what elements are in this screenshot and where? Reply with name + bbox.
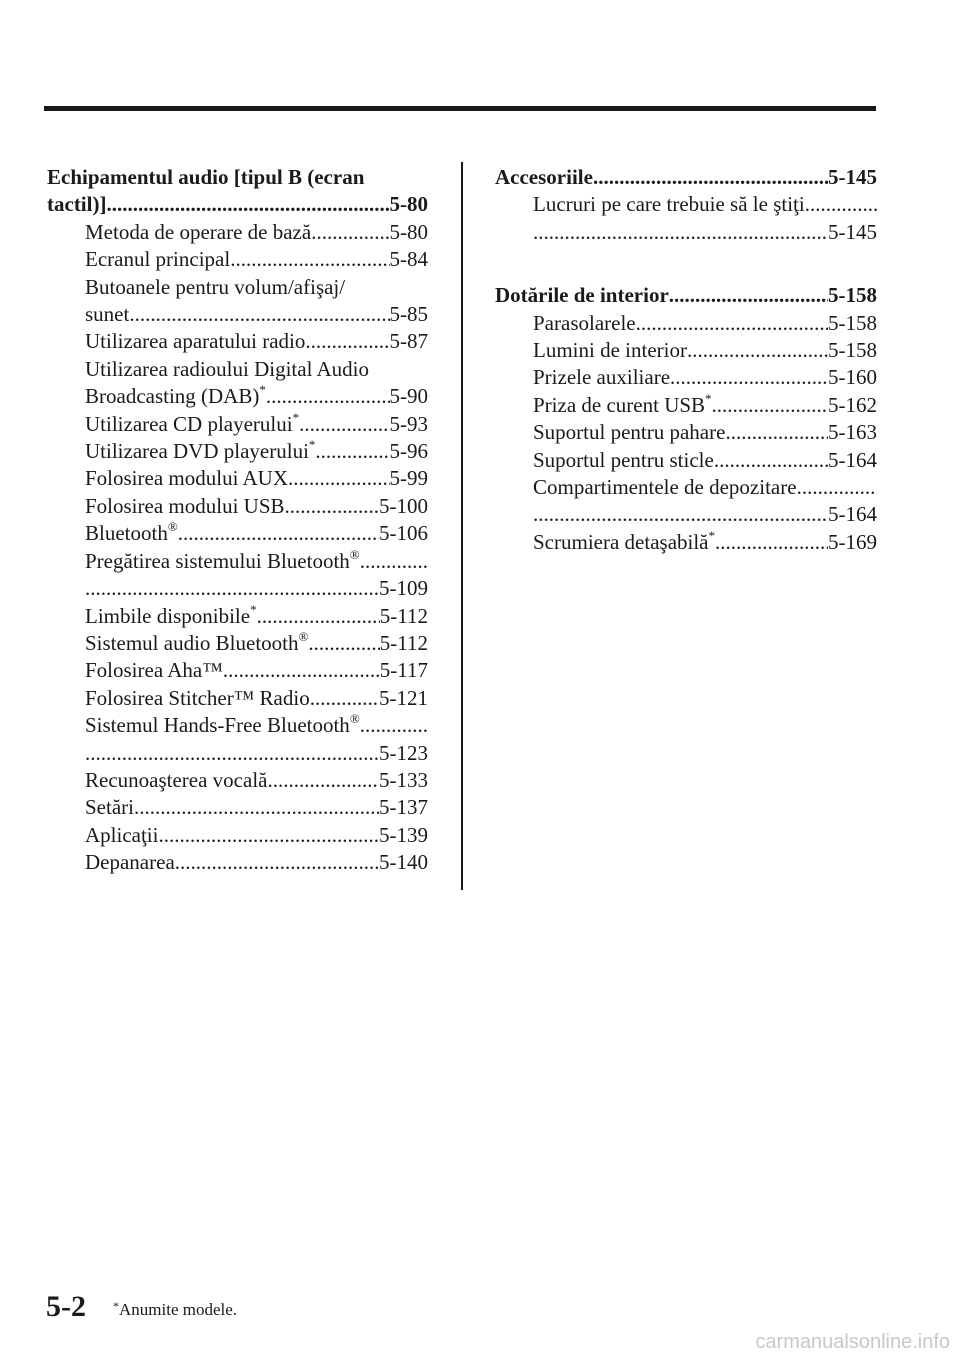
toc-section-accessories[interactable]: [495, 164, 877, 191]
toc-entry[interactable]: [495, 191, 877, 246]
dot-leader: [715, 529, 828, 556]
toc-entry[interactable]: [47, 794, 428, 821]
toc-entry[interactable]: [495, 337, 877, 364]
toc-entry[interactable]: [47, 219, 428, 246]
entry-label: Scrumiera detaşabilă: [533, 529, 709, 554]
dot-leader: [360, 712, 428, 739]
dot-leader: [725, 419, 828, 446]
entry-page: 5-140: [379, 850, 428, 875]
entry-page: 5-87: [389, 329, 428, 354]
dot-leader: [175, 849, 379, 876]
section-title-line: Echipamentul audio [tipul B (ecran: [47, 165, 365, 189]
entry-page: 5-80: [389, 219, 428, 244]
dot-leader: [308, 630, 379, 657]
toc-entry[interactable]: [47, 657, 428, 684]
entry-label: Suportul pentru pahare: [533, 420, 726, 445]
left-column: [47, 164, 428, 877]
dot-leader: [129, 301, 389, 328]
entry-page: 5-158: [828, 338, 877, 363]
entry-label: Sistemul audio Bluetooth: [85, 630, 299, 655]
registered-mark: ®: [298, 629, 309, 644]
entry-page: 5-137: [379, 795, 428, 820]
entry-page: 5-169: [828, 529, 877, 554]
entry-page: 5-164: [828, 502, 877, 527]
entry-label: Broadcasting (DAB): [85, 384, 260, 409]
entry-label: Prizele auxiliare: [533, 365, 671, 390]
entry-label: Ecranul principal: [85, 247, 231, 272]
entry-label: Depanarea: [85, 850, 175, 875]
entry-label: Parasolarele: [533, 310, 636, 335]
entry-label: Lumini de interior: [533, 338, 687, 363]
registered-mark: ®: [167, 520, 178, 535]
entry-label: Utilizarea CD playerului: [85, 411, 293, 436]
dot-leader: [158, 822, 379, 849]
dot-leader: [266, 383, 390, 410]
section-title: Dotările de interior: [495, 283, 669, 308]
entry-label: Compartimentele de depozitare: [533, 475, 797, 500]
dot-leader: [230, 246, 389, 273]
dot-leader: [533, 219, 828, 246]
entry-page: 5-145: [828, 219, 877, 244]
entry-page: 5-90: [389, 384, 428, 409]
toc-entry[interactable]: [47, 411, 428, 438]
entry-label: sunet: [85, 302, 130, 327]
toc-entry[interactable]: [47, 849, 428, 876]
toc-entry[interactable]: [47, 274, 428, 329]
entry-label: Suportul pentru sticle: [533, 447, 714, 472]
dot-leader: [797, 474, 877, 501]
toc-entry[interactable]: [47, 630, 428, 657]
entry-page: 5-84: [389, 247, 428, 272]
top-rule: [44, 106, 876, 111]
entry-page: 5-121: [379, 685, 428, 710]
dot-leader: [310, 685, 379, 712]
dot-leader: [305, 328, 389, 355]
entry-page: 5-100: [379, 493, 428, 518]
dot-leader: [106, 191, 389, 218]
section-title-line: tactil)]: [47, 192, 107, 217]
entry-page: 5-162: [828, 392, 877, 417]
dot-leader: [257, 603, 380, 630]
registered-mark: ®: [349, 712, 360, 727]
entry-label: Limbile disponibile: [85, 603, 251, 628]
entry-page: 5-106: [379, 521, 428, 546]
toc-entry[interactable]: [47, 767, 428, 794]
dot-leader: [85, 575, 379, 602]
toc-entry[interactable]: [47, 548, 428, 603]
toc-section-audio[interactable]: [47, 164, 428, 219]
dot-leader: [315, 438, 389, 465]
dot-leader: [223, 657, 380, 684]
dot-leader: [85, 740, 379, 767]
entry-label: Aplicaţii: [85, 822, 159, 847]
entry-label: Setări: [85, 795, 134, 820]
entry-label-line: Butoanele pentru volum/afişaj/: [85, 274, 346, 299]
entry-label: Recunoaşterea vocală: [85, 767, 268, 792]
registered-mark: ®: [349, 547, 360, 562]
toc-entry[interactable]: [495, 474, 877, 529]
entry-label: Utilizarea aparatului radio: [85, 329, 306, 354]
toc-entry[interactable]: [495, 419, 877, 446]
entry-page: 5-99: [389, 466, 428, 491]
entry-label: Priza de curent USB: [533, 392, 706, 417]
column-divider: [461, 162, 463, 890]
toc-entry[interactable]: [47, 685, 428, 712]
asterisk-mark: *: [708, 528, 716, 543]
toc-entry[interactable]: [47, 246, 428, 273]
entry-page: 5-164: [828, 447, 877, 472]
page-number: 5-2: [46, 1290, 86, 1323]
entry-label: Metoda de operare de bază: [85, 219, 312, 244]
asterisk-mark: *: [308, 438, 316, 453]
entry-page: 5-163: [828, 420, 877, 445]
dot-leader: [533, 501, 828, 528]
dot-leader: [687, 337, 828, 364]
entry-page: 5-160: [828, 365, 877, 390]
entry-label: Sistemul Hands-Free Bluetooth: [85, 713, 350, 738]
entry-label: Folosirea modului AUX: [85, 466, 288, 491]
dot-leader: [178, 520, 379, 547]
entry-page: 5-123: [379, 740, 428, 765]
toc-entry[interactable]: [47, 712, 428, 767]
section-page: 5-145: [828, 165, 877, 189]
dot-leader: [285, 493, 379, 520]
dot-leader: [311, 219, 389, 246]
toc-entry[interactable]: [495, 364, 877, 391]
entry-page: 5-93: [389, 411, 428, 436]
entry-label: Pregătirea sistemului Bluetooth: [85, 548, 350, 573]
right-column: [495, 164, 877, 556]
entry-page: 5-139: [379, 822, 428, 847]
watermark[interactable]: carmanualsonline.info: [755, 1331, 950, 1353]
dot-leader: [805, 191, 877, 218]
entry-label: Folosirea Stitcher™ Radio: [85, 685, 310, 710]
entry-page: 5-85: [389, 302, 428, 327]
toc-entry[interactable]: [47, 822, 428, 849]
dot-leader: [670, 364, 828, 391]
toc-entry[interactable]: [47, 603, 428, 630]
dot-leader: [714, 447, 828, 474]
toc-entry[interactable]: [47, 493, 428, 520]
toc-entry[interactable]: [47, 465, 428, 492]
dot-leader: [712, 392, 828, 419]
toc-entry[interactable]: [495, 310, 877, 337]
entry-label: Folosirea modului USB: [85, 493, 285, 518]
asterisk-mark: *: [705, 391, 712, 406]
entry-page: 5-112: [379, 630, 428, 655]
dot-leader: [593, 164, 828, 191]
entry-page: 5-133: [379, 767, 428, 792]
toc-entry[interactable]: [495, 447, 877, 474]
toc-entry[interactable]: [47, 328, 428, 355]
entry-page: 5-112: [379, 603, 428, 628]
toc-entry[interactable]: [47, 438, 428, 465]
section-page: 5-158: [828, 283, 877, 308]
entry-label-line: Utilizarea radioului Digital Audio: [85, 356, 370, 381]
entry-label: Lucruri pe care trebuie să le ştiţi: [533, 192, 805, 217]
dot-leader: [669, 282, 828, 309]
dot-leader: [636, 310, 828, 337]
asterisk-mark: *: [259, 383, 266, 398]
asterisk-mark: *: [250, 602, 257, 617]
toc-entry[interactable]: [495, 529, 877, 556]
toc-entry[interactable]: [47, 520, 428, 547]
entry-label: Utilizarea DVD playerului: [85, 439, 309, 464]
entry-label: Bluetooth: [85, 521, 168, 546]
entry-page: 5-96: [389, 439, 428, 464]
dot-leader: [360, 548, 428, 575]
toc-entry[interactable]: [495, 392, 877, 419]
section-title: Accesoriile: [495, 165, 593, 189]
entry-label: Folosirea Aha™: [85, 658, 223, 683]
dot-leader: [134, 794, 379, 821]
footnote-text: Anumite modele.: [119, 1300, 238, 1319]
entry-page: 5-109: [379, 576, 428, 601]
toc-entry[interactable]: [47, 356, 428, 411]
section-spacer: [495, 246, 877, 282]
entry-page: 5-158: [828, 310, 877, 335]
dot-leader: [267, 767, 379, 794]
dot-leader: [299, 411, 389, 438]
dot-leader: [288, 465, 390, 492]
section-page: 5-80: [389, 192, 428, 217]
entry-page: 5-117: [379, 658, 428, 683]
footnote-mark: *: [113, 1299, 119, 1313]
asterisk-mark: *: [292, 410, 300, 425]
toc-section-interior[interactable]: [495, 282, 877, 309]
footnote: [113, 1300, 237, 1320]
